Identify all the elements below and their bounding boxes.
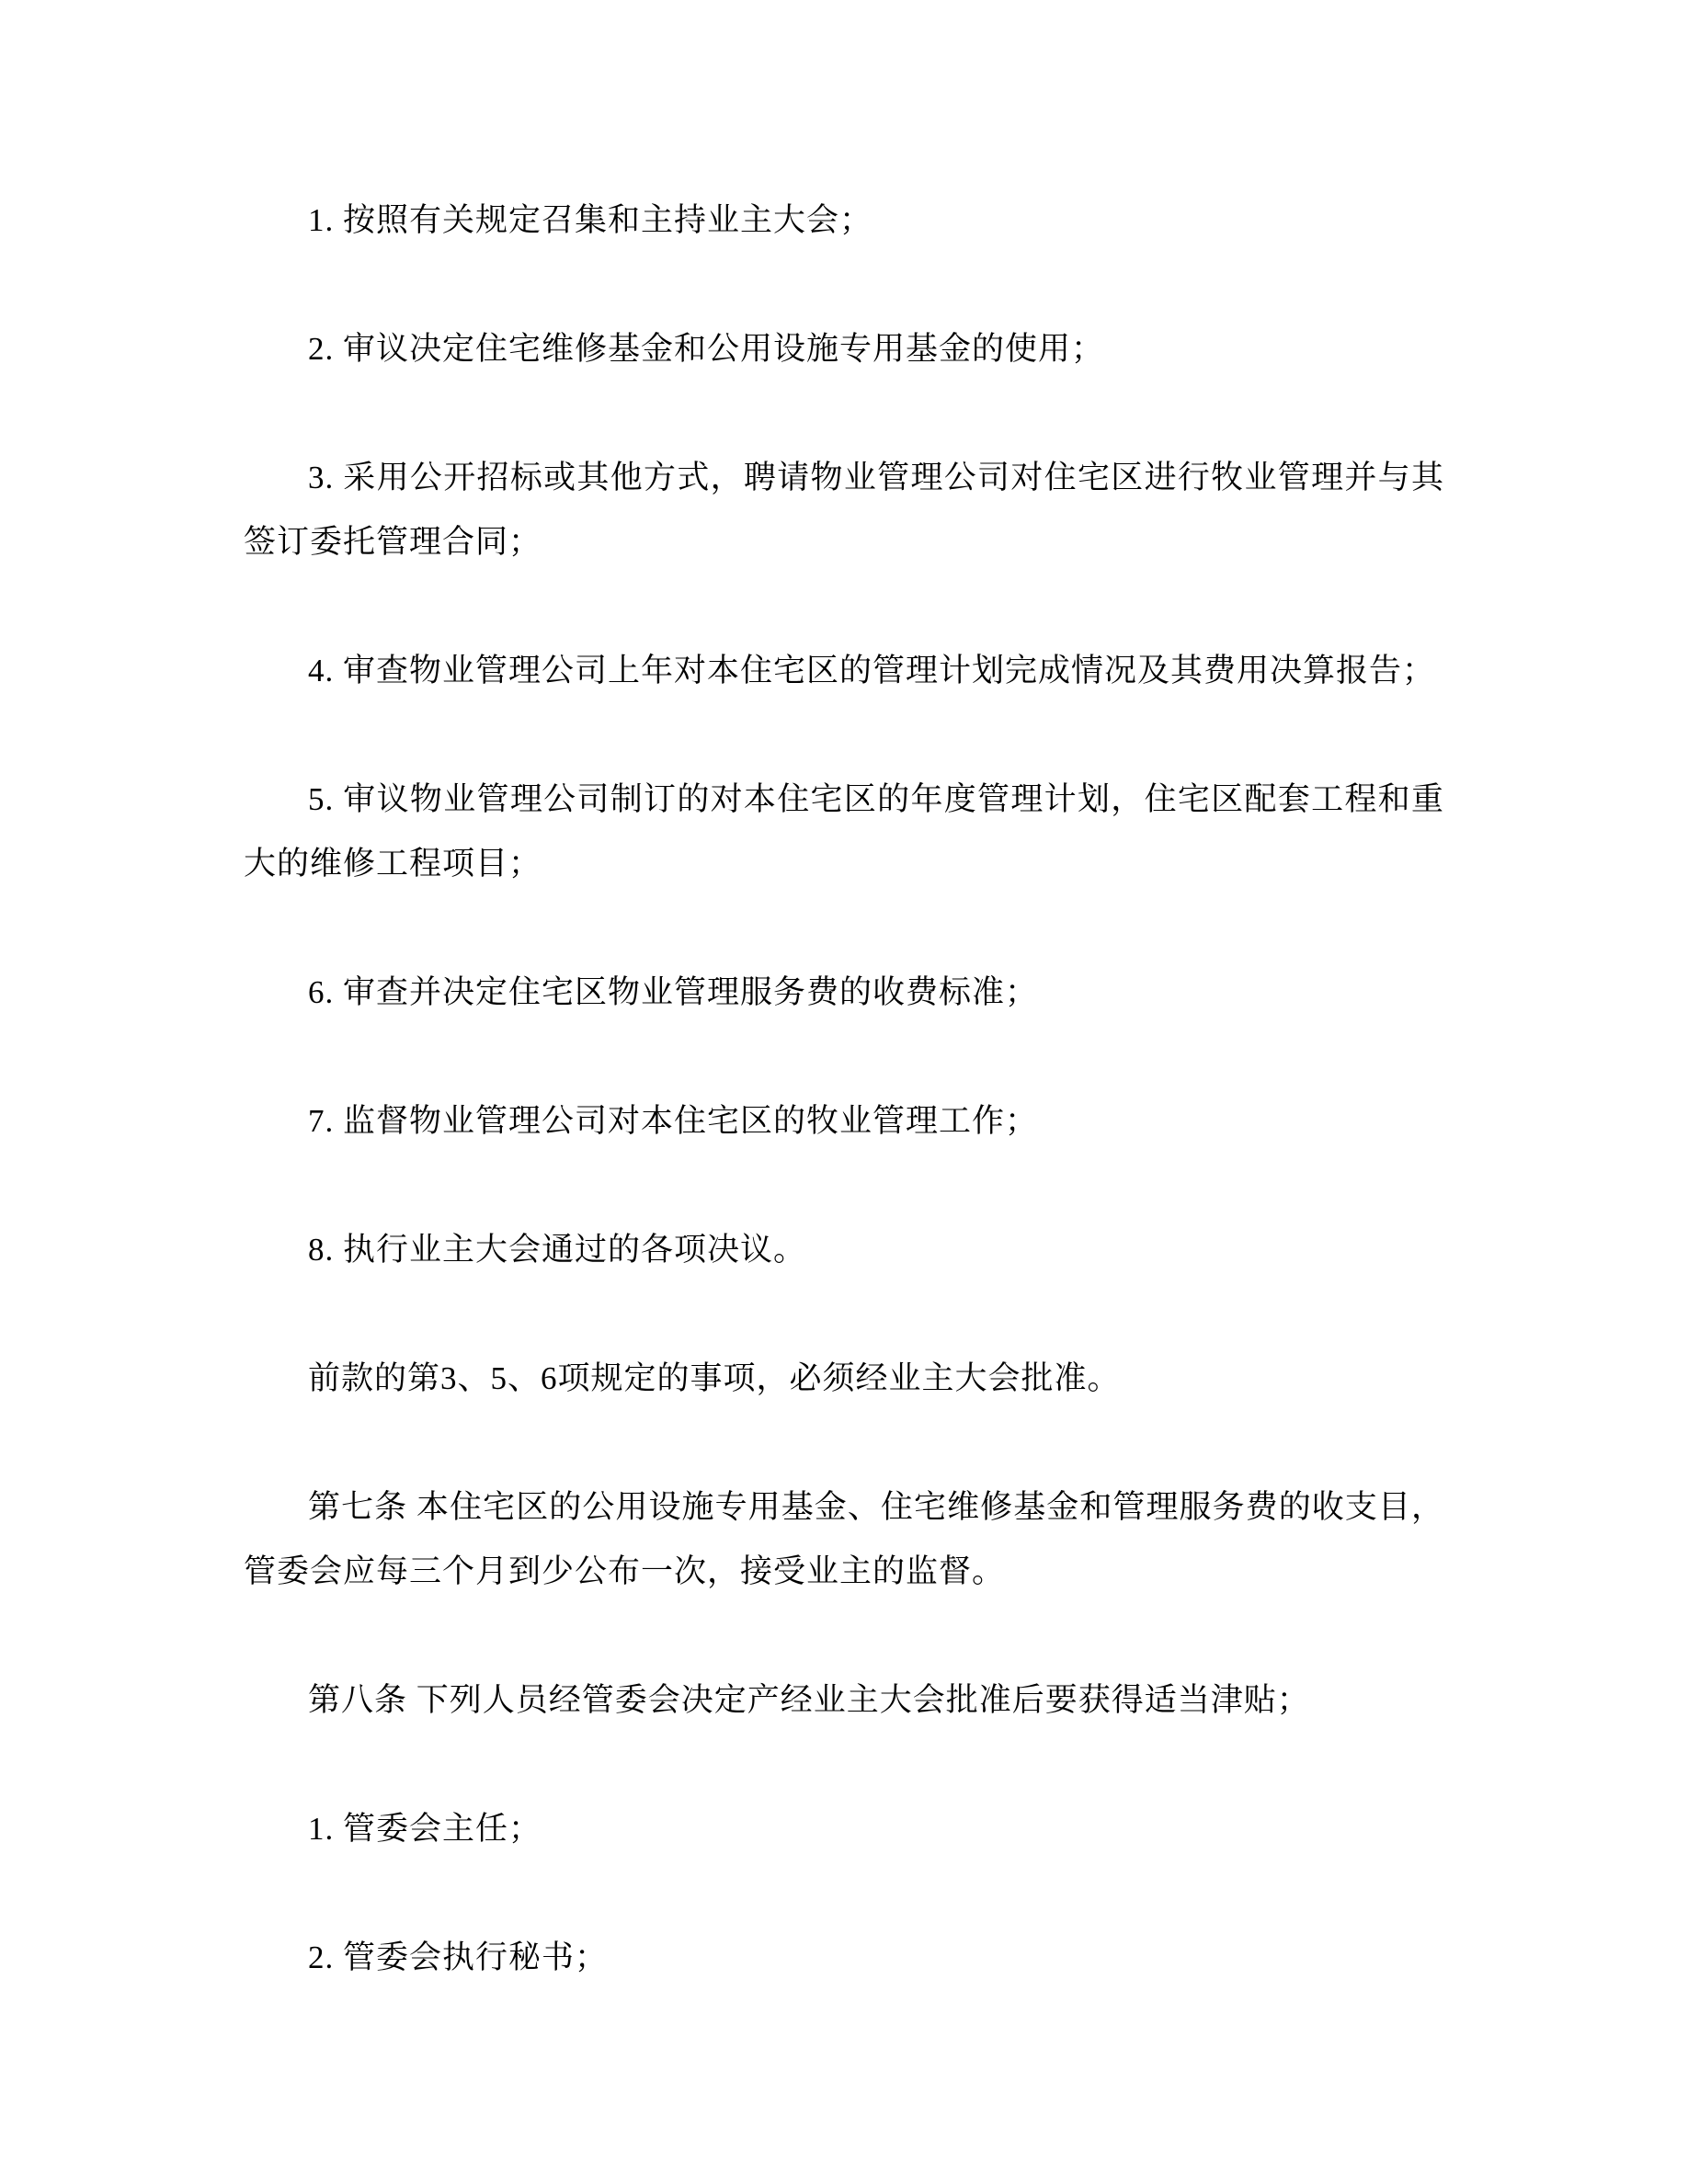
- paragraph: [244, 1668, 1444, 1733]
- paragraph-line: 1. 按照有关规定召集和主持业主大会；: [308, 202, 873, 238]
- paragraph-line: 8. 执行业主大会通过的各项决议。: [308, 1232, 807, 1268]
- paragraph: [244, 1347, 1444, 1411]
- paragraph-line: 管委会应每三个月到少公布一次，接受业主的监督。: [244, 1553, 1006, 1589]
- paragraph: [244, 639, 1444, 703]
- paragraph: [244, 1797, 1444, 1861]
- paragraph-line: 前款的第3、5、6项规定的事项，必须经业主大会批准。: [308, 1360, 1121, 1396]
- paragraph: [244, 1475, 1444, 1604]
- paragraph-line: 第七条 本住宅区的公用设施专用基金、住宅维修基金和管理服务费的收支目，: [308, 1489, 1444, 1525]
- paragraph: [244, 188, 1444, 253]
- paragraph: [244, 1089, 1444, 1154]
- paragraph-line: 第八条 下列人员经管委会决定产经业主大会批准后要获得适当津贴；: [308, 1682, 1310, 1718]
- paragraph-line: 2. 管委会执行秘书；: [308, 1939, 609, 1975]
- paragraph: [244, 446, 1444, 574]
- paragraph-line: 签订委托管理合同；: [244, 524, 542, 560]
- paragraph: [244, 1926, 1444, 1990]
- paragraph-line: 大的维修工程项目；: [244, 846, 542, 882]
- paragraph-line: 2. 审议决定住宅维修基金和公用设施专用基金的使用；: [308, 331, 1105, 367]
- paragraph-line: 7. 监督物业管理公司对本住宅区的牧业管理工作；: [308, 1103, 1039, 1139]
- paragraph: [244, 961, 1444, 1025]
- paragraph-line: 6. 审查并决定住宅区物业管理服务费的收费标准；: [308, 974, 1039, 1010]
- paragraph-line: 4. 审查物业管理公司上年对本住宅区的管理计划完成情况及其费用决算报告；: [308, 653, 1436, 688]
- paragraph-line: 5. 审议物业管理公司制订的对本住宅区的年度管理计划，住宅区配套工程和重: [308, 781, 1444, 817]
- paragraph-line: 3. 采用公开招标或其他方式，聘请物业管理公司对住宅区进行牧业管理并与其: [308, 460, 1444, 495]
- paragraph: [244, 768, 1444, 896]
- paragraph-line: 1. 管委会主任；: [308, 1811, 542, 1847]
- paragraph: [244, 317, 1444, 381]
- paragraph: [244, 1218, 1444, 1282]
